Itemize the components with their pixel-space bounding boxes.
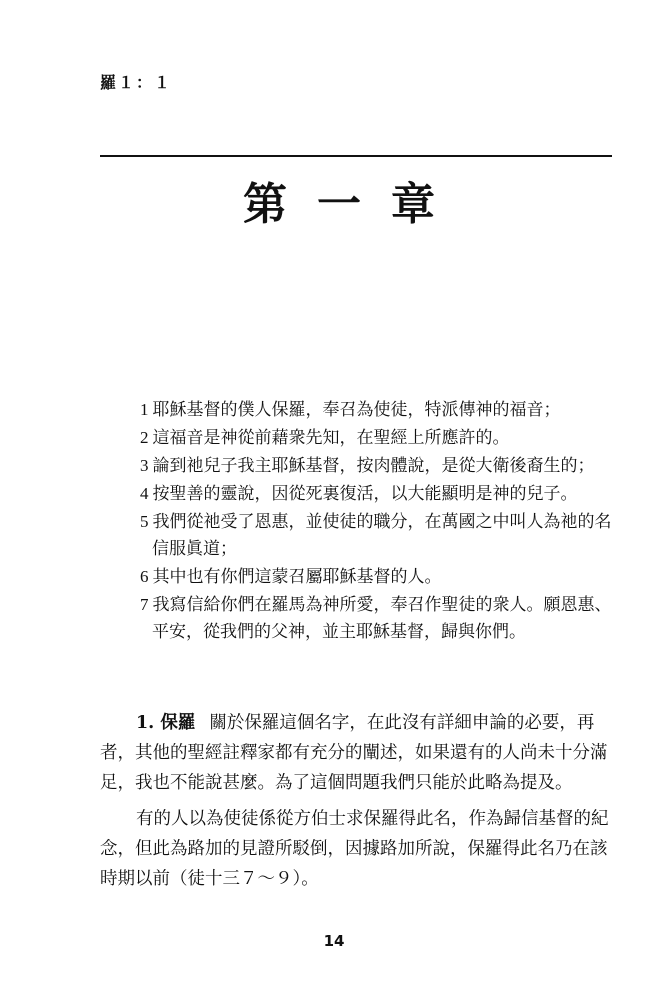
running-head: 羅１：１	[100, 73, 173, 92]
verse-4	[140, 480, 620, 508]
header-rule	[100, 155, 612, 157]
verse-6	[140, 563, 620, 591]
page-number: 14	[323, 932, 345, 950]
verse-text: 耶穌基督的僕人保羅，奉召為使徒，特派傳神的福音；	[152, 400, 561, 420]
paragraph-text: 關於保羅這個名字，在此沒有詳細申論的必要，再者，其他的聖經註釋家都有充分的闡述，如果還有的人尚未十分滿足，我也不能說甚麼。為了這個問題我們只能於此略為提及。	[100, 713, 608, 793]
verse-list	[140, 396, 620, 646]
verse-number: 2	[140, 428, 149, 447]
paragraph-text: 有的人以為使徒係從方伯士求保羅得此名，作為歸信基督的紀念，但此為路加的見證所駁倒，因據路加所說，保羅得此名乃在該時期以前（徒十三７～９）。	[100, 809, 609, 889]
verse-number: 1	[140, 400, 149, 419]
verse-1	[140, 396, 620, 424]
commentary-paragraph	[100, 804, 612, 894]
verse-number: 7	[140, 595, 149, 614]
commentary-paragraph	[100, 708, 612, 798]
verse-text: 按聖善的靈說，因從死裏復活，以大能顯明是神的兒子。	[152, 484, 578, 504]
verse-text: 這福音是神從前藉衆先知，在聖經上所應許的。	[152, 428, 510, 448]
verse-number: 3	[140, 456, 149, 475]
commentary	[100, 708, 612, 900]
verse-text: 我寫信給你們在羅馬為神所愛，奉召作聖徒的衆人。願恩惠、平安，從我們的父神，並主耶穌基督，歸與你們。	[152, 595, 612, 642]
verse-number: 6	[140, 567, 149, 586]
verse-text: 我們從祂受了恩惠，並使徒的職分，在萬國之中叫人為祂的名信服眞道；	[152, 512, 612, 559]
verse-text: 其中也有你們這蒙召屬耶穌基督的人。	[152, 567, 442, 587]
chapter-title: 第一章	[243, 179, 465, 230]
verse-2	[140, 424, 620, 452]
verse-5	[140, 508, 620, 563]
verse-text: 論到祂兒子我主耶穌基督，按肉體說，是從大衛後裔生的；	[152, 456, 595, 476]
verse-number: 4	[140, 484, 149, 503]
verse-3	[140, 452, 620, 480]
verse-number: 5	[140, 512, 149, 531]
verse-7	[140, 591, 620, 646]
section-heading: 1. 保羅	[136, 713, 196, 733]
